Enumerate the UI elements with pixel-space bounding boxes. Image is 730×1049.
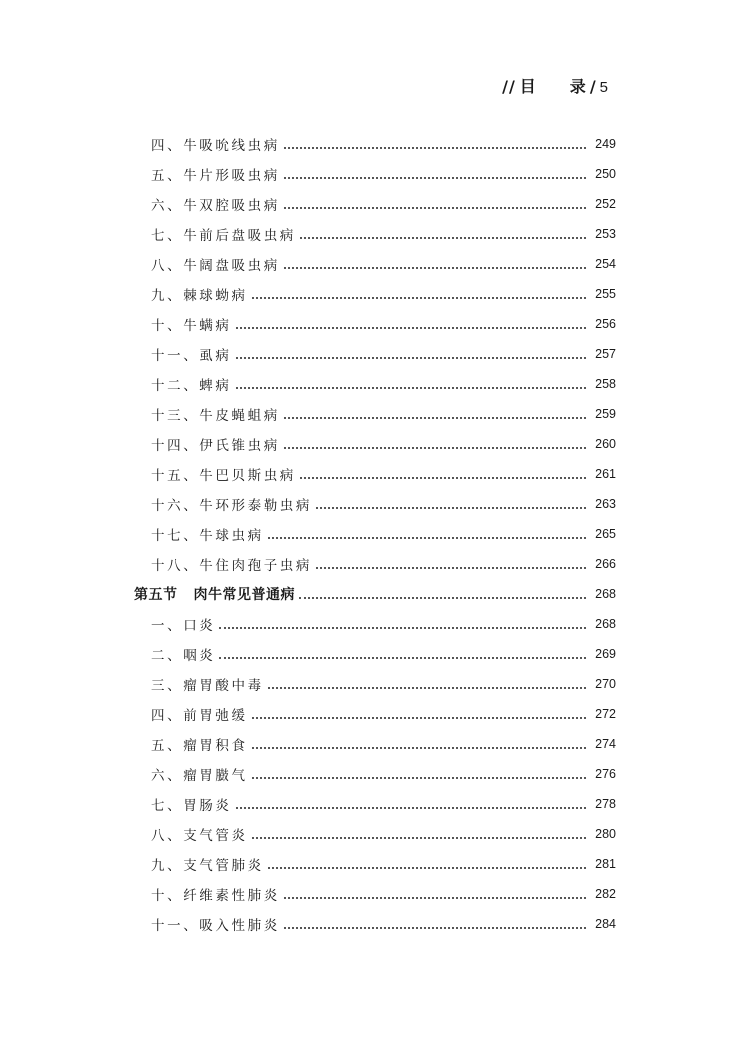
toc-section-page: 268: [595, 587, 616, 601]
toc-entry[interactable]: [151, 549, 616, 579]
toc-leader-dots: [300, 236, 586, 239]
toc-entry-title: 十二、蜱病: [151, 378, 232, 394]
toc-entry[interactable]: [151, 129, 616, 159]
section-title: 肉牛常见普通病: [193, 587, 295, 603]
toc-entry[interactable]: [151, 249, 616, 279]
toc-entry-page: 261: [595, 467, 616, 481]
toc-entry-page: 252: [595, 197, 616, 211]
header-title-part2: 录: [569, 77, 586, 96]
toc-entry[interactable]: [151, 639, 616, 669]
toc-entry-title: 九、棘球蚴病: [151, 288, 248, 304]
toc-entry[interactable]: [151, 309, 616, 339]
toc-entry-page: 284: [595, 917, 616, 931]
toc-entry[interactable]: [151, 879, 616, 909]
toc-entry[interactable]: [151, 189, 616, 219]
toc-entry-title: 六、牛双腔吸虫病: [151, 198, 280, 214]
header-title-part1: 目: [519, 77, 536, 96]
toc-entry-title: 十六、牛环形泰勒虫病: [151, 498, 312, 514]
toc-leader-dots: [299, 596, 586, 599]
toc-leader-dots: [284, 146, 586, 149]
toc-entry[interactable]: [151, 369, 616, 399]
toc-entry-title: 五、瘤胃积食: [151, 738, 248, 754]
toc-entry[interactable]: [151, 429, 616, 459]
toc-entry[interactable]: [151, 759, 616, 789]
toc-entry-page: 257: [595, 347, 616, 361]
toc-entry-title: 十五、牛巴贝斯虫病: [151, 468, 296, 484]
toc-section-heading[interactable]: [134, 579, 616, 609]
toc-entry-page: 255: [595, 287, 616, 301]
toc-entry[interactable]: [151, 849, 616, 879]
toc-entry-page: 278: [595, 797, 616, 811]
toc-leader-dots: [252, 296, 586, 299]
header-separator: /: [589, 77, 596, 96]
toc-leader-dots: [219, 656, 586, 659]
toc-entry-title: 二、咽炎: [151, 648, 216, 664]
toc-entry-title: 五、牛片形吸虫病: [151, 168, 280, 184]
toc-leader-dots: [284, 266, 586, 269]
section-number: 第五节: [134, 587, 178, 603]
toc-entry-title: 七、胃肠炎: [151, 798, 232, 814]
toc-leader-dots: [268, 536, 586, 539]
toc-entry-title: 十四、伊氏锥虫病: [151, 438, 280, 454]
toc-leader-dots: [284, 206, 586, 209]
toc-leader-dots: [236, 806, 587, 809]
toc-entry-title: 四、牛吸吮线虫病: [151, 138, 280, 154]
toc-entry-page: 250: [595, 167, 616, 181]
toc-entry-page: 256: [595, 317, 616, 331]
toc-entry[interactable]: [151, 459, 616, 489]
toc-entry-page: 260: [595, 437, 616, 451]
toc-entry-title: 十八、牛住肉孢子虫病: [151, 558, 312, 574]
toc-entry-title: 七、牛前后盘吸虫病: [151, 228, 296, 244]
toc-entry[interactable]: [151, 609, 616, 639]
toc-leader-dots: [284, 446, 586, 449]
toc-entry-page: 272: [595, 707, 616, 721]
toc-entry-title: 十、牛螨病: [151, 318, 232, 334]
toc-entry[interactable]: [151, 339, 616, 369]
toc-entry-title: 一、口炎: [151, 618, 216, 634]
toc-entry-page: 280: [595, 827, 616, 841]
toc-leader-dots: [268, 686, 586, 689]
toc-entry-page: 254: [595, 257, 616, 271]
toc-entry-title: 九、支气管肺炎: [151, 858, 264, 874]
toc-leader-dots: [252, 776, 586, 779]
toc-leader-dots: [219, 626, 586, 629]
toc-entry-page: 268: [595, 617, 616, 631]
toc-entry-page: 266: [595, 557, 616, 571]
toc-entry-page: 265: [595, 527, 616, 541]
toc-leader-dots: [236, 326, 587, 329]
toc-entry-page: 263: [595, 497, 616, 511]
toc-entry[interactable]: [151, 279, 616, 309]
toc-leader-dots: [284, 896, 586, 899]
toc-entry-page: 270: [595, 677, 616, 691]
page-header: [502, 74, 608, 97]
toc-entry[interactable]: [151, 789, 616, 819]
toc-entry[interactable]: [151, 699, 616, 729]
toc-leader-dots: [252, 716, 586, 719]
toc-entry-page: 258: [595, 377, 616, 391]
toc-entry-title: 四、前胃弛缓: [151, 708, 248, 724]
toc-entry-page: 249: [595, 137, 616, 151]
toc-leader-dots: [316, 506, 586, 509]
header-page-number: 5: [599, 79, 608, 96]
toc-leader-dots: [284, 926, 586, 929]
toc-entry[interactable]: [151, 159, 616, 189]
toc-entry-title: 六、瘤胃臌气: [151, 768, 248, 784]
toc-leader-dots: [316, 566, 586, 569]
toc-leader-dots: [300, 476, 586, 479]
toc-entry-title: 十一、吸入性肺炎: [151, 918, 280, 934]
toc-entry-page: 276: [595, 767, 616, 781]
toc-entry-title: 三、瘤胃酸中毒: [151, 678, 264, 694]
toc-leader-dots: [284, 416, 586, 419]
toc-entry[interactable]: [151, 489, 616, 519]
toc-entry-page: 281: [595, 857, 616, 871]
toc-leader-dots: [268, 866, 586, 869]
toc-entry-title: 十七、牛球虫病: [151, 528, 264, 544]
toc-entry-title: 十三、牛皮蝇蛆病: [151, 408, 280, 424]
toc-entry-title: 十一、虱病: [151, 348, 232, 364]
toc-leader-dots: [252, 746, 586, 749]
toc-entry-title: 八、牛阔盘吸虫病: [151, 258, 280, 274]
toc-entry-page: 259: [595, 407, 616, 421]
toc-entry[interactable]: [151, 819, 616, 849]
toc-entry[interactable]: [151, 729, 616, 759]
toc-entry-page: 269: [595, 647, 616, 661]
toc-entry[interactable]: [151, 219, 616, 249]
toc-leader-dots: [236, 356, 587, 359]
toc-entry[interactable]: [151, 669, 616, 699]
toc-entry[interactable]: [151, 399, 616, 429]
header-slashes: //: [502, 77, 516, 96]
toc-entry-page: 282: [595, 887, 616, 901]
toc-leader-dots: [236, 386, 587, 389]
toc-entry-page: 253: [595, 227, 616, 241]
toc-entry-title: 十、纤维素性肺炎: [151, 888, 280, 904]
toc-section-title: [134, 584, 295, 604]
toc-entry-title: 八、支气管炎: [151, 828, 248, 844]
toc-entry[interactable]: [151, 909, 616, 939]
toc-entry-page: 274: [595, 737, 616, 751]
toc-entry[interactable]: [151, 519, 616, 549]
toc-leader-dots: [284, 176, 586, 179]
toc-leader-dots: [252, 836, 586, 839]
